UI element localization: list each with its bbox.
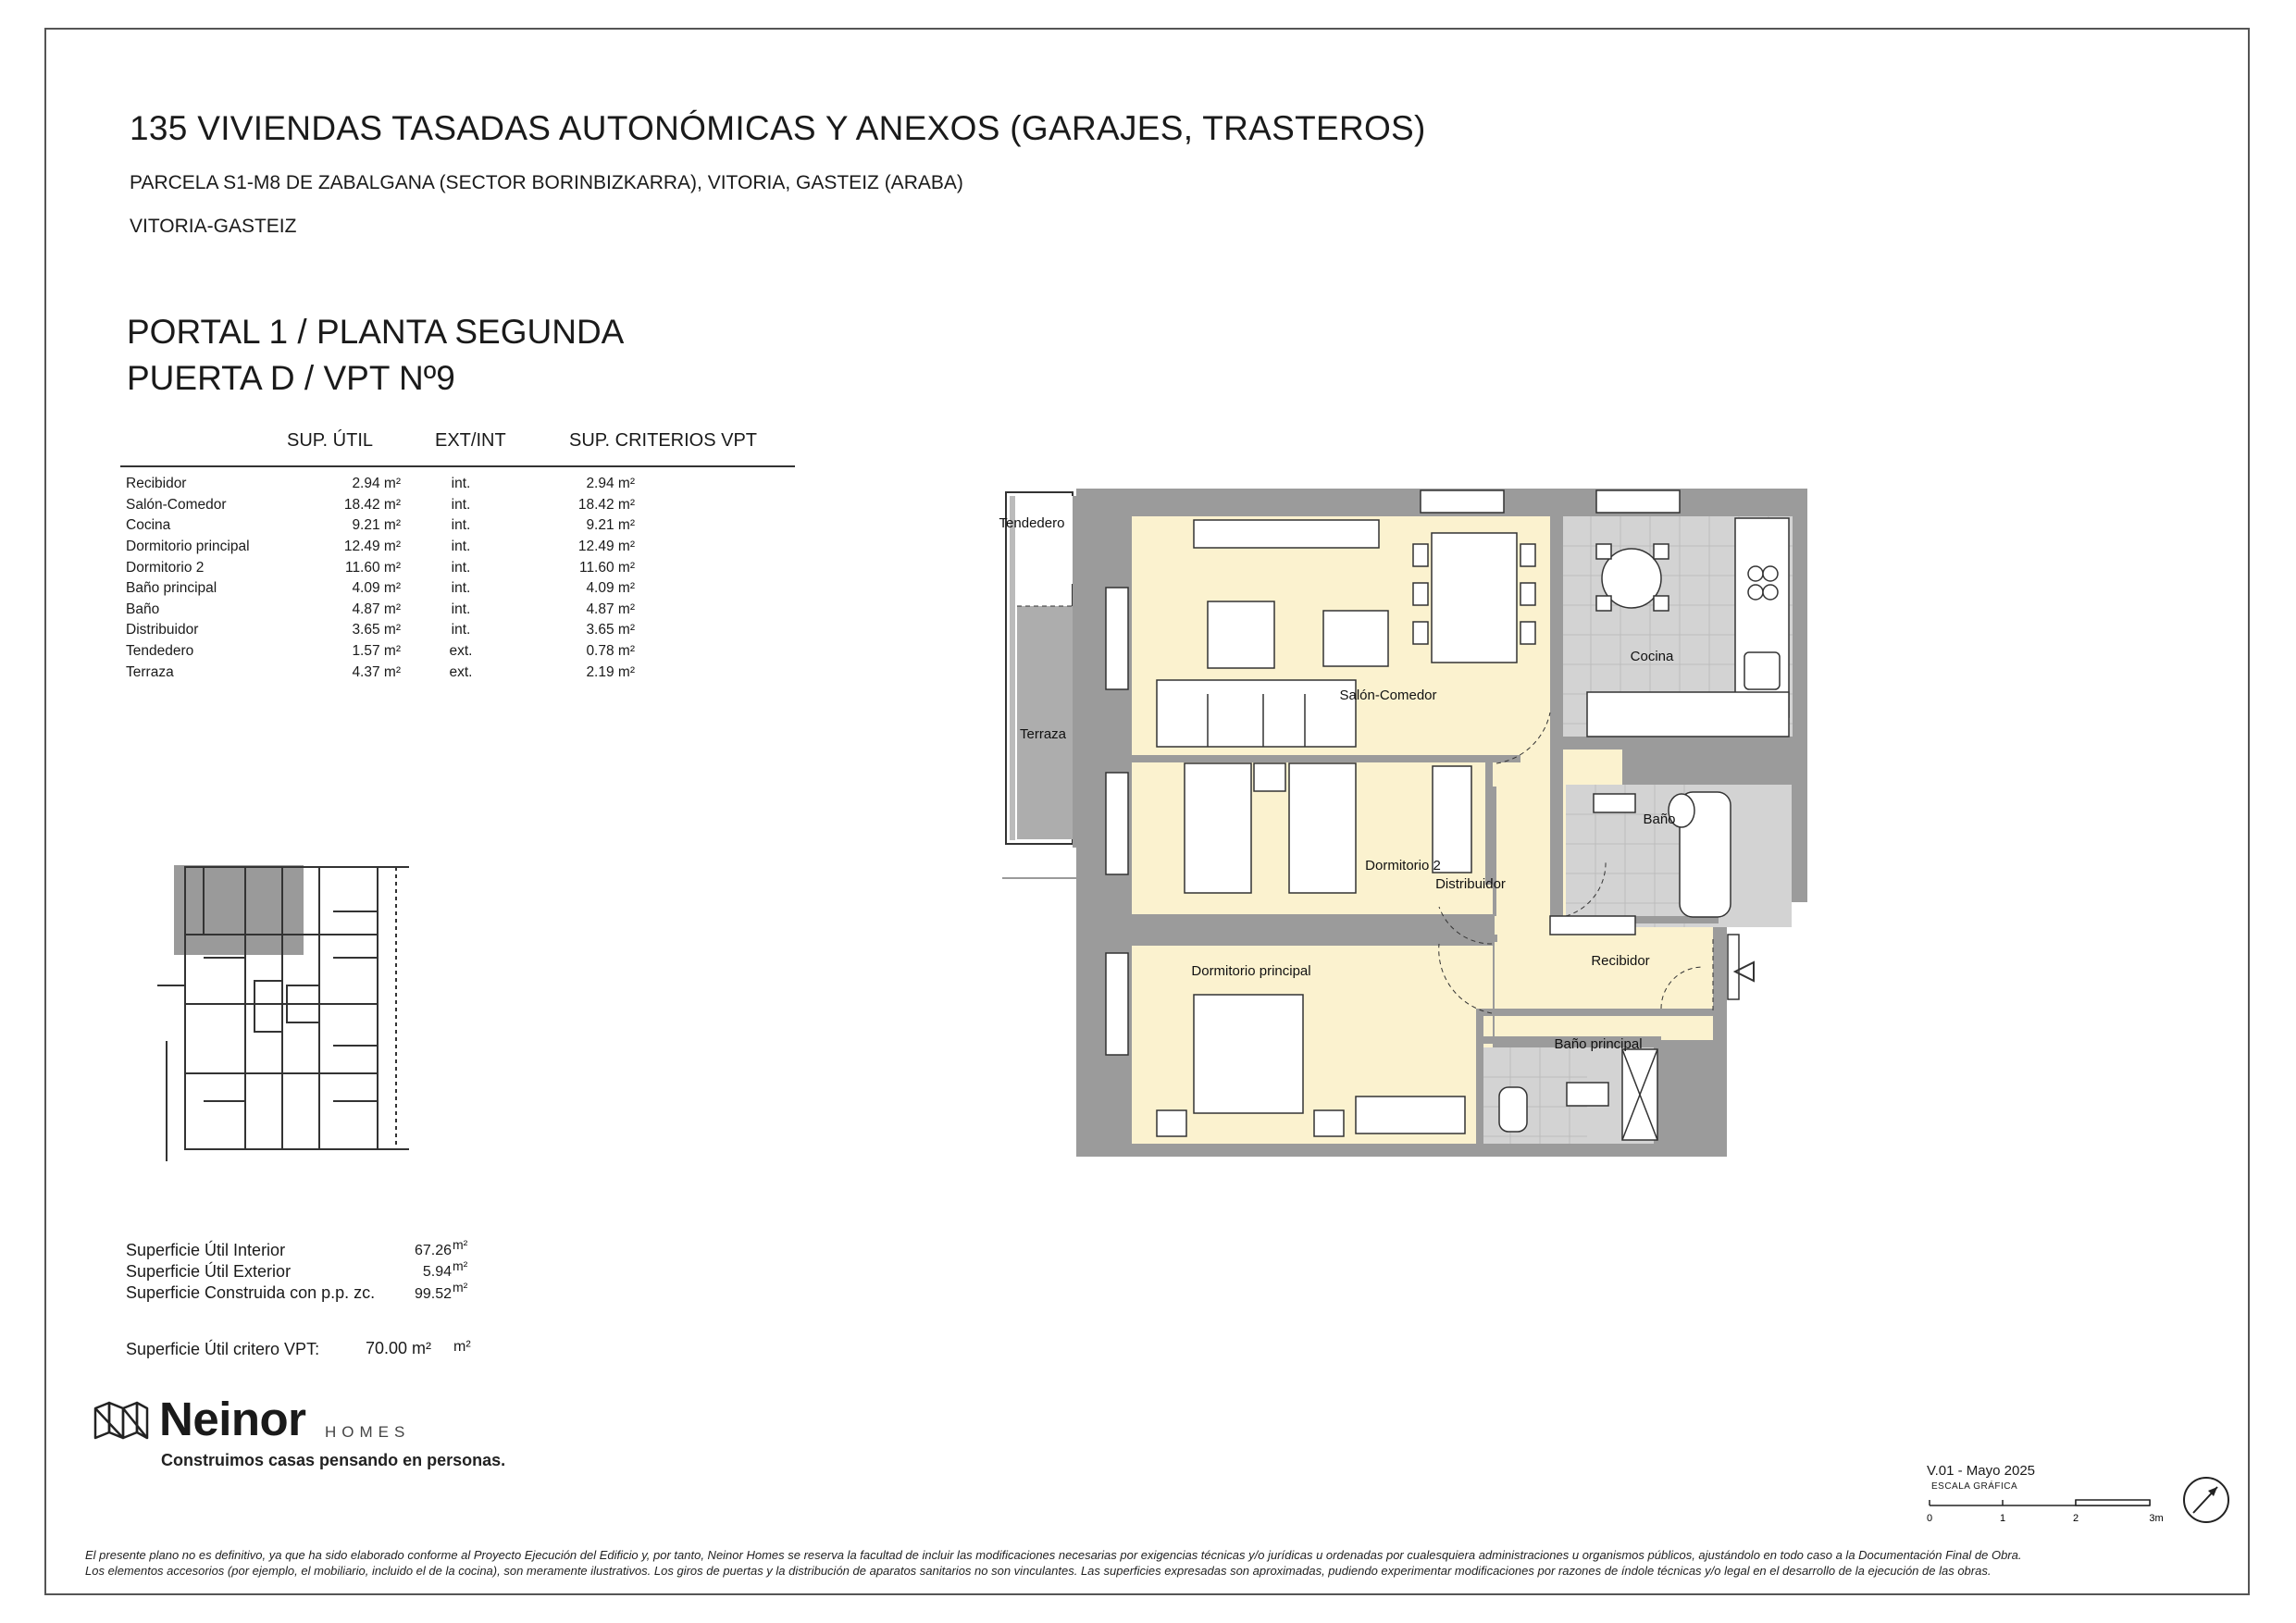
neinor-logo-icon	[93, 1401, 150, 1440]
total-exterior-value: 5.94	[422, 1264, 452, 1280]
scale-tick-0: 0	[1926, 1513, 1933, 1524]
cell-util: 18.42 m²	[343, 496, 401, 513]
cell-ext: ext.	[449, 663, 473, 680]
wardrobe-2	[1433, 766, 1471, 873]
cell-vpt: 9.21 m²	[586, 517, 635, 534]
cell-util: 4.87 m²	[352, 601, 401, 617]
cell-util: 3.65 m²	[352, 622, 401, 638]
hall-cabinet	[1550, 916, 1635, 935]
cell-ext: int.	[451, 622, 471, 638]
armchair	[1323, 611, 1388, 666]
tv-unit	[1194, 520, 1379, 548]
cell-util: 11.60 m²	[344, 559, 401, 576]
unit-door: PUERTA D / VPT Nº9	[127, 359, 455, 397]
north-arrow-icon	[2180, 1474, 2232, 1526]
dining-table	[1432, 533, 1517, 663]
project-title: 135 VIVIENDAS TASADAS AUTONÓMICAS Y ANEXOS (GARAJES, TRASTEROS)	[130, 109, 1426, 147]
disclaimer-line-2: Los elementos accesorios (por ejemplo, el mobiliario, incluido el de la cocina), son meramente ilustrativos. Los giros de puertas y la distribución de aparatos sanitarios no son vinculantes. Las superficies expresadas son aproximadas, pudiendo experimentar modificaciones por razones de índole técnicas y/o legal en el desarrollo de la ejecución de las obras.	[85, 1564, 1992, 1578]
version-label: V.01 - Mayo 2025	[1927, 1463, 2036, 1479]
total-vpt-label: Superficie Útil critero VPT:	[126, 1340, 320, 1358]
cell-ext: int.	[451, 539, 471, 555]
cell-name: Baño principal	[126, 580, 217, 597]
total-exterior-label: Superficie Útil Exterior	[126, 1262, 292, 1281]
tendedero-area	[1017, 496, 1073, 584]
total-construida-value: 99.52	[414, 1286, 452, 1302]
cell-name: Baño	[126, 601, 160, 617]
sofa	[1157, 680, 1356, 747]
total-interior-value: 67.26	[414, 1243, 452, 1258]
bed-1	[1185, 763, 1251, 893]
cell-vpt: 11.60 m²	[578, 559, 635, 576]
scale-label: ESCALA GRÁFICA	[1931, 1481, 2018, 1492]
kitchen-counter-bottom	[1587, 692, 1789, 737]
unit-portal-floor: PORTAL 1 / PLANTA SEGUNDA	[127, 313, 625, 351]
cell-util: 12.49 m²	[343, 539, 401, 555]
total-vpt-value: 70.00 m²	[366, 1339, 432, 1357]
label-distribuidor: Distribuidor	[1435, 876, 1506, 892]
project-subtitle: PARCELA S1-M8 DE ZABALGANA (SECTOR BORINBIZKARRA), VITORIA, GASTEIZ (ARABA)	[130, 172, 963, 193]
unit-heading	[127, 309, 624, 402]
cell-name: Dormitorio principal	[126, 539, 250, 555]
label-bano: Baño	[1643, 812, 1676, 827]
cell-ext: int.	[451, 601, 471, 617]
table-row	[126, 557, 635, 578]
cell-vpt: 0.78 m²	[586, 643, 635, 660]
plan-outside-left	[1002, 879, 1076, 1157]
principal-toilet	[1499, 1087, 1527, 1132]
label-dormitorio-principal: Dormitorio principal	[1191, 963, 1311, 979]
cell-vpt: 2.19 m²	[586, 663, 635, 680]
total-construida-unit: m²	[453, 1280, 468, 1295]
double-bed	[1194, 995, 1303, 1113]
label-terraza: Terraza	[1019, 726, 1067, 742]
key-plan-highlight	[174, 865, 304, 955]
total-vpt-unit: m²	[453, 1339, 471, 1355]
total-interior-unit: m²	[453, 1237, 468, 1252]
cell-ext: int.	[451, 580, 471, 597]
col-header-ext: EXT/INT	[435, 430, 506, 451]
table-row	[126, 537, 635, 558]
table-row	[126, 662, 635, 683]
bed-2	[1289, 763, 1356, 893]
total-interior-label: Superficie Útil Interior	[126, 1241, 286, 1259]
disclaimer	[85, 1547, 2021, 1579]
total-construida-label: Superficie Construida con p.p. zc.	[126, 1283, 376, 1302]
table-row	[126, 578, 635, 600]
brand-name: Neinor	[159, 1393, 306, 1445]
coffee-table	[1208, 601, 1274, 668]
kitchen-sink	[1744, 652, 1780, 689]
cell-name: Dormitorio 2	[126, 559, 205, 576]
cell-name: Distribuidor	[126, 622, 199, 638]
cell-vpt: 12.49 m²	[577, 539, 635, 555]
cell-util: 4.37 m²	[352, 663, 401, 680]
terraza-area	[1017, 606, 1073, 839]
cell-vpt: 18.42 m²	[577, 496, 635, 513]
cell-name: Terraza	[126, 663, 174, 680]
cell-ext: int.	[451, 476, 471, 492]
table-row	[126, 495, 635, 516]
cell-ext: int.	[451, 559, 471, 576]
floor-plan	[995, 481, 1828, 1166]
scale-tick-1: 1	[1999, 1513, 2006, 1524]
brand-tagline: Construimos casas pensando en personas.	[161, 1451, 506, 1469]
cell-util: 2.94 m²	[352, 476, 401, 492]
nightstand	[1254, 763, 1285, 791]
brand-suffix: HOMES	[325, 1423, 411, 1441]
table-row	[126, 515, 635, 537]
label-tendedero: Tendedero	[999, 515, 1065, 531]
terrace-railing	[1010, 496, 1015, 840]
total-exterior-unit: m²	[453, 1258, 468, 1273]
label-bano-principal: Baño principal	[1554, 1036, 1643, 1052]
scale-tick-3: 3m	[2149, 1513, 2164, 1524]
label-salon-comedor: Salón-Comedor	[1339, 688, 1437, 703]
scale-tick-2: 2	[2072, 1513, 2079, 1524]
table-row	[126, 641, 635, 663]
bano-sink	[1594, 794, 1635, 812]
cell-name: Cocina	[126, 517, 171, 534]
cell-vpt: 4.87 m²	[586, 601, 635, 617]
disclaimer-line-1: El presente plano no es definitivo, ya que ha sido elaborado conforme al Proyecto Ejecución del Edificio y, por tanto, Neinor Homes se reserva la facultad de incluir las modificaciones necesarias por exigencias técnicas y/o jurídicas u ordenadas por cualesquiera administraciones u organismos públicos, ajustándolo en todo caso a la Documentación Final de Obra.	[85, 1548, 2022, 1562]
cell-ext: int.	[451, 496, 471, 513]
cell-name: Tendedero	[126, 643, 194, 660]
label-recibidor: Recibidor	[1591, 953, 1650, 969]
terrace-parapet	[1073, 496, 1086, 848]
col-header-vpt: SUP. CRITERIOS VPT	[569, 430, 758, 451]
cell-util: 1.57 m²	[352, 643, 401, 660]
principal-sink	[1567, 1083, 1608, 1106]
cell-util: 4.09 m²	[352, 580, 401, 597]
label-cocina: Cocina	[1630, 649, 1674, 664]
cell-name: Salón-Comedor	[126, 496, 227, 513]
cell-vpt: 4.09 m²	[586, 580, 635, 597]
cell-ext: ext.	[449, 643, 473, 660]
project-city: VITORIA-GASTEIZ	[130, 216, 297, 237]
area-table	[126, 474, 635, 683]
cell-vpt: 3.65 m²	[586, 622, 635, 638]
cell-util: 9.21 m²	[352, 517, 401, 534]
label-dormitorio-2: Dormitorio 2	[1365, 858, 1441, 873]
cell-vpt: 2.94 m²	[586, 476, 635, 492]
scale-bar	[1920, 1496, 2170, 1533]
key-plan	[148, 856, 416, 1175]
table-row	[126, 620, 635, 641]
table-row	[126, 600, 635, 621]
cell-ext: int.	[451, 517, 471, 534]
table-row	[126, 474, 635, 495]
col-header-util: SUP. ÚTIL	[287, 430, 373, 451]
cell-name: Recibidor	[126, 476, 187, 492]
wardrobe-principal	[1356, 1096, 1465, 1134]
table-rule	[120, 465, 795, 467]
